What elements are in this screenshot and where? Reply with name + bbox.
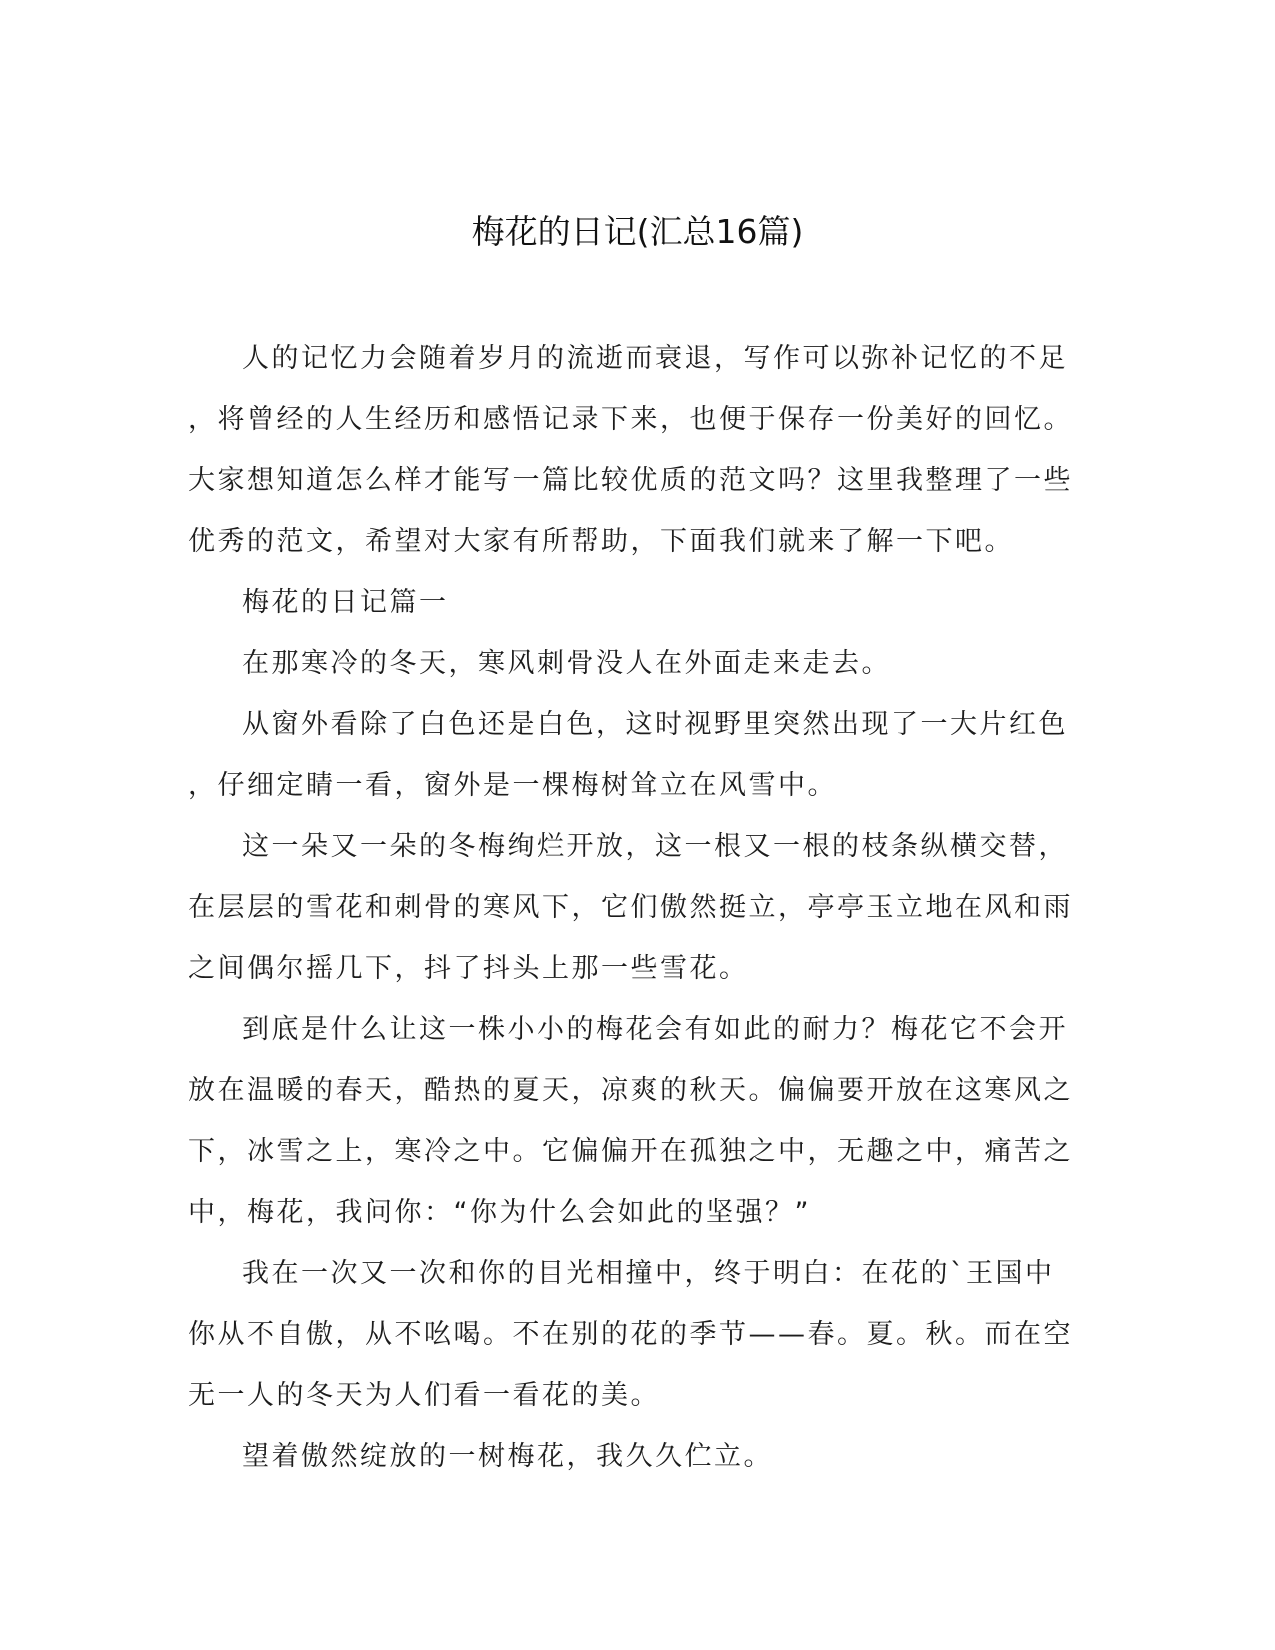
paragraph (188, 694, 1068, 816)
paragraph-line: 在那寒冷的冬天，寒风刺骨没人在外面走来走去。 (242, 648, 891, 679)
document-body (188, 328, 1073, 1487)
paragraph-line: 之间偶尔摇几下，抖了抖头上那一些雪花。 (188, 953, 749, 984)
paragraph-line: 我在一次又一次和你的目光相撞中，终于明白：在花的`王国中 (242, 1258, 1055, 1289)
paragraph-line: 人的记忆力会随着岁月的流逝而衰退，写作可以弥补记忆的不足 (242, 343, 1068, 374)
paragraph-line: 在层层的雪花和刺骨的寒风下，它们傲然挺立，亭亭玉立地在风和雨 (188, 892, 1073, 923)
paragraph-line: 你从不自傲，从不吆喝。不在别的花的季节——春。夏。秋。而在空 (188, 1319, 1073, 1350)
paragraph-line: 大家想知道怎么样才能写一篇比较优质的范文吗？这里我整理了一些 (188, 465, 1073, 496)
paragraph-line: 从窗外看除了白色还是白色，这时视野里突然出现了一大片红色 (242, 709, 1068, 740)
paragraph-line: 无一人的冬天为人们看一看花的美。 (188, 1380, 660, 1411)
paragraph-line: ，仔细定睛一看，窗外是一棵梅树耸立在风雪中。 (188, 770, 837, 801)
paragraph (188, 328, 1073, 572)
paragraph-line: 望着傲然绽放的一树梅花，我久久伫立。 (242, 1441, 773, 1472)
paragraph-line: 中，梅花，我问你：“你为什么会如此的坚强？” (188, 1197, 811, 1228)
paragraph-line: 梅花的日记篇一 (242, 587, 449, 618)
paragraph (188, 999, 1073, 1243)
paragraph (188, 1426, 1068, 1487)
paragraph (188, 816, 1073, 999)
paragraph-line: ，将曾经的人生经历和感悟记录下来，也便于保存一份美好的回忆。 (188, 404, 1073, 435)
paragraph-line: 放在温暖的春天，酷热的夏天，凉爽的秋天。偏偏要开放在这寒风之 (188, 1075, 1073, 1106)
paragraph (188, 572, 1068, 633)
paragraph-line: 到底是什么让这一株小小的梅花会有如此的耐力？梅花它不会开 (242, 1014, 1068, 1045)
document-title: 梅花的日记(汇总16篇) (471, 212, 804, 251)
paragraph (188, 633, 1068, 694)
paragraph-line: 这一朵又一朵的冬梅绚烂开放，这一根又一根的枝条纵横交替， (242, 831, 1068, 862)
paragraph-line: 下，冰雪之上，寒冷之中。它偏偏开在孤独之中，无趣之中，痛苦之 (188, 1136, 1073, 1167)
paragraph (188, 1243, 1073, 1426)
paragraph-line: 优秀的范文，希望对大家有所帮助，下面我们就来了解一下吧。 (188, 526, 1014, 557)
